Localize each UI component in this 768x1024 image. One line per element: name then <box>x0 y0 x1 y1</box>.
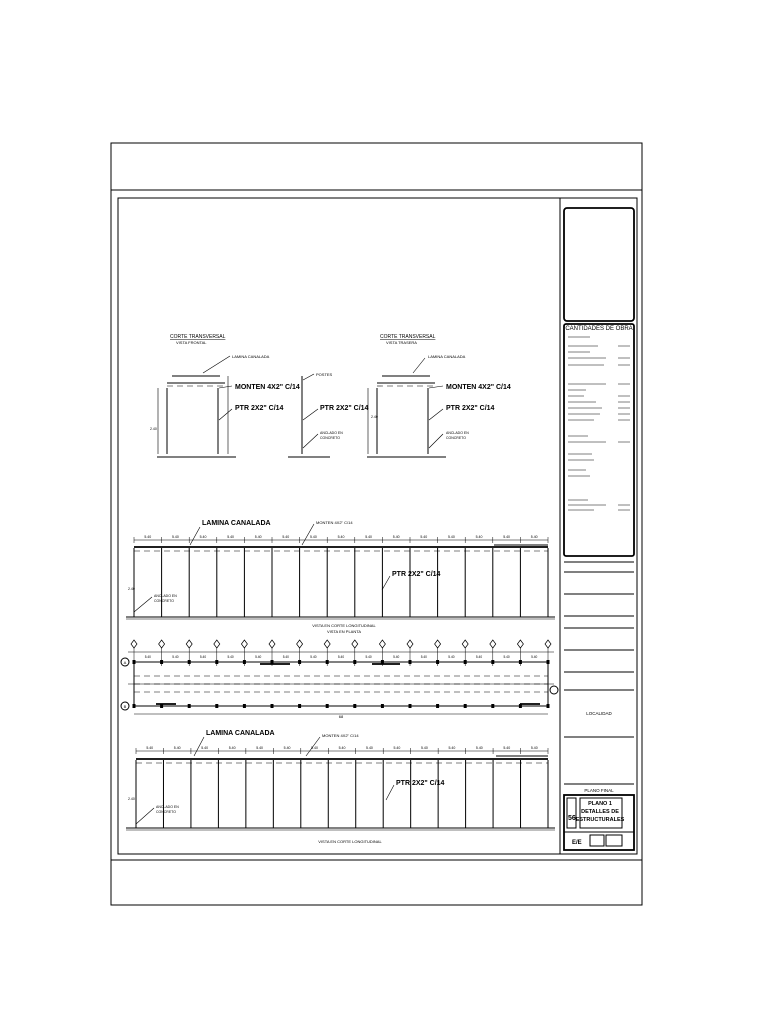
ptr-big-label-2: PTR 2X2" C/14 <box>396 780 445 787</box>
grid-marker <box>517 640 523 648</box>
grid-marker <box>462 640 468 648</box>
svg-text:CONCRETO: CONCRETO <box>156 810 176 814</box>
span-dimension: 5.40 <box>337 535 345 539</box>
grid-marker <box>352 640 358 648</box>
post-plan-bottom <box>215 704 218 708</box>
lamina-big-label-1: LAMINA CANALADA <box>202 520 271 527</box>
svg-text:ANCLADO EN: ANCLADO EN <box>154 594 177 598</box>
plan-span-dimensions <box>145 655 538 659</box>
lamina-label-2: LAMINA CANALADA <box>428 354 466 359</box>
grid-marker <box>186 640 192 648</box>
span-dimension: 5.40 <box>448 746 456 750</box>
post-plan-bottom <box>298 704 301 708</box>
span-dimension: 5.40 <box>171 535 179 539</box>
plan-span-dimension: 5.40 <box>531 655 538 659</box>
svg-text:2.40: 2.40 <box>371 415 378 419</box>
corte1-subtitle: VISTA FRONTAL <box>176 340 207 345</box>
grid-marker <box>435 640 441 648</box>
plan-total-dim: 68 <box>338 714 344 719</box>
localidad-label: LOCALIDAD <box>586 711 612 716</box>
post-plan-top <box>491 660 494 664</box>
span-dimension: 5.40 <box>475 746 483 750</box>
span-dimension: 5.40 <box>144 535 152 539</box>
span-dimensions-2 <box>136 746 548 754</box>
grid-marker <box>297 640 303 648</box>
ptr-big-label-1: PTR 2X2" C/14 <box>392 571 441 578</box>
post-plan-top <box>160 660 163 664</box>
span-dimension: 5.40 <box>503 535 511 539</box>
span-dimension: 5.40 <box>146 746 154 750</box>
post-plan-bottom <box>353 704 356 708</box>
plan-span-dimension: 5.40 <box>503 655 510 659</box>
vista-longitudinal-1-label: VISTA EN CORTE LONGITUDINAL <box>312 623 376 628</box>
span-dimensions-1 <box>134 535 548 543</box>
grid-marker <box>407 640 413 648</box>
monten-label-1: MONTEN 4X2" C/14 <box>235 384 300 391</box>
post-plan-top <box>215 660 218 664</box>
grid-marker <box>379 640 385 648</box>
drawing-frame <box>118 198 637 854</box>
svg-text:2.40: 2.40 <box>128 587 135 591</box>
post-plan-top <box>381 660 384 664</box>
grid-marker <box>324 640 330 648</box>
quantities-lines <box>568 337 630 510</box>
svg-text:56: 56 <box>568 815 576 822</box>
post-plan-top <box>409 660 412 664</box>
span-dimension: 5.40 <box>393 746 401 750</box>
post-plan-top <box>298 660 301 664</box>
span-dimension: 5.40 <box>199 535 207 539</box>
svg-text:ANCLADO EN: ANCLADO EN <box>156 805 179 809</box>
plano-desc-line1: DETALLES DE <box>581 809 619 815</box>
vista-longitudinal-2 <box>126 730 555 844</box>
post-plan-bottom <box>436 704 439 708</box>
post-plan-bottom <box>464 704 467 708</box>
svg-text:B: B <box>123 704 127 709</box>
post-plan-bottom <box>409 704 412 708</box>
plan-span-dimension: 5.40 <box>393 655 400 659</box>
poste-detalle <box>288 372 369 457</box>
span-dimension: 5.40 <box>366 746 373 750</box>
vista-en-planta <box>121 629 558 719</box>
vista-longitudinal-2-label: VISTA EN CORTE LONGITUDINAL <box>318 839 382 844</box>
post-plan-top <box>243 660 246 664</box>
post-plan-top <box>547 660 550 664</box>
span-dimension: 5.40 <box>227 535 235 539</box>
svg-text:CONCRETO: CONCRETO <box>154 599 174 603</box>
svg-text:2.40: 2.40 <box>128 797 135 801</box>
post-plan-bottom <box>133 704 136 708</box>
corte2-subtitle: VISTA TRASERA <box>386 340 417 345</box>
span-dimension: 5.40 <box>338 746 346 750</box>
svg-text:ANCLADO EN: ANCLADO EN <box>320 431 343 435</box>
post-plan-top <box>464 660 467 664</box>
sheet-code: E/E <box>572 840 582 846</box>
post-plan-bottom <box>160 704 163 708</box>
svg-text:CONCRETO: CONCRETO <box>446 436 466 440</box>
ptr-label-3: PTR 2X2" C/14 <box>446 405 495 412</box>
post-plan-bottom <box>491 704 494 708</box>
grid-marker <box>269 640 275 648</box>
corte1-title: CORTE TRANSVERSAL <box>170 334 226 340</box>
span-dimension: 5.40 <box>228 746 236 750</box>
quantities-header: CANTIDADES DE OBRA <box>565 326 633 332</box>
grid-marker <box>490 640 496 648</box>
postes-label: POSTES <box>316 372 333 377</box>
svg-text:A: A <box>123 660 127 665</box>
span-dimension: 5.40 <box>475 535 483 539</box>
post-plan-bottom <box>547 704 550 708</box>
plano-final-label: PLANO FINAL <box>584 788 614 793</box>
ptr-label-2: PTR 2X2" C/14 <box>320 405 369 412</box>
corte2-title: CORTE TRANSVERSAL <box>380 334 436 340</box>
plan-span-dimension: 5.40 <box>420 655 427 659</box>
lamina-label-1: LAMINA CANALADA <box>232 354 270 359</box>
grid-bubble-end-a <box>550 686 558 694</box>
vista-planta-label: VISTA EN PLANTA <box>326 629 362 634</box>
post-plan-top <box>271 660 274 664</box>
lamina-big-label-2: LAMINA CANALADA <box>206 730 275 737</box>
plan-span-dimension: 5.40 <box>255 655 262 659</box>
post-plan-bottom <box>519 704 522 708</box>
posts-row-2 <box>136 760 548 828</box>
plan-span-dimension: 5.40 <box>227 655 234 659</box>
grid-marker <box>545 640 551 648</box>
post-plan-bottom <box>188 704 191 708</box>
corte-transversal-frontal <box>150 334 300 457</box>
span-dimension: 5.40 <box>282 535 290 539</box>
span-dimension: 5.40 <box>530 746 538 750</box>
span-dimension: 5.40 <box>309 535 317 539</box>
post-plan-bottom <box>381 704 384 708</box>
span-dimension: 5.40 <box>311 746 318 750</box>
post-plan-top <box>133 660 136 664</box>
title-block <box>560 198 634 854</box>
span-dimension: 5.40 <box>256 746 264 750</box>
post-plan-top <box>188 660 191 664</box>
svg-text:CONCRETO: CONCRETO <box>320 436 340 440</box>
span-dimension: 5.40 <box>420 746 428 750</box>
post-plan-bottom <box>243 704 246 708</box>
post-plan-top <box>436 660 439 664</box>
grid-marker <box>131 640 137 648</box>
span-dimension: 5.40 <box>365 535 373 539</box>
span-dimension: 5.40 <box>173 746 181 750</box>
quantities-box <box>564 324 634 556</box>
posts-row-1 <box>134 548 548 617</box>
span-dimension: 5.40 <box>530 535 538 539</box>
logo-box <box>564 208 634 321</box>
svg-text:2.40: 2.40 <box>150 427 157 431</box>
plan-span-dimension: 5.40 <box>199 655 207 659</box>
plan-span-dimension: 5.40 <box>144 655 151 659</box>
plano-desc-line2: ESTRUCTURALES <box>575 817 625 823</box>
plan-span-dimension: 5.40 <box>282 655 289 659</box>
plan-span-dimension: 5.40 <box>365 655 372 659</box>
span-dimension: 5.40 <box>420 535 428 539</box>
post-plan-bottom <box>326 704 329 708</box>
post-plan-top <box>519 660 522 664</box>
vista-longitudinal-1 <box>126 520 555 628</box>
corte-transversal-trasera <box>367 334 511 457</box>
plan-span-dimension: 5.40 <box>448 655 455 659</box>
monten-label-2: MONTEN 4X2" C/14 <box>446 384 511 391</box>
post-plan-top <box>326 660 329 664</box>
grid-marker <box>159 640 165 648</box>
span-dimension: 5.40 <box>392 535 400 539</box>
monten-small-label-2: MONTEN 4X2" C/14 <box>322 733 359 738</box>
post-plan-bottom <box>271 704 274 708</box>
plan-span-dimension: 5.40 <box>475 655 483 659</box>
svg-text:ANCLADO EN: ANCLADO EN <box>446 431 469 435</box>
post-plan-top <box>353 660 356 664</box>
monten-small-label-1: MONTEN 4X2" C/14 <box>316 520 353 525</box>
plan-span-dimension: 5.40 <box>172 655 179 659</box>
span-dimension: 5.40 <box>447 535 455 539</box>
grid-marker <box>214 640 220 648</box>
span-dimension: 5.40 <box>254 535 262 539</box>
ptr-label-1: PTR 2X2" C/14 <box>235 405 284 412</box>
grid-marker <box>241 640 247 648</box>
span-dimension: 5.40 <box>503 746 511 750</box>
plano-number: PLANO 1 <box>588 801 612 807</box>
plan-span-dimension: 5.40 <box>337 655 345 659</box>
span-dimension: 5.40 <box>201 746 209 750</box>
plan-span-dimension: 5.40 <box>310 655 317 659</box>
span-dimension: 5.40 <box>283 746 291 750</box>
